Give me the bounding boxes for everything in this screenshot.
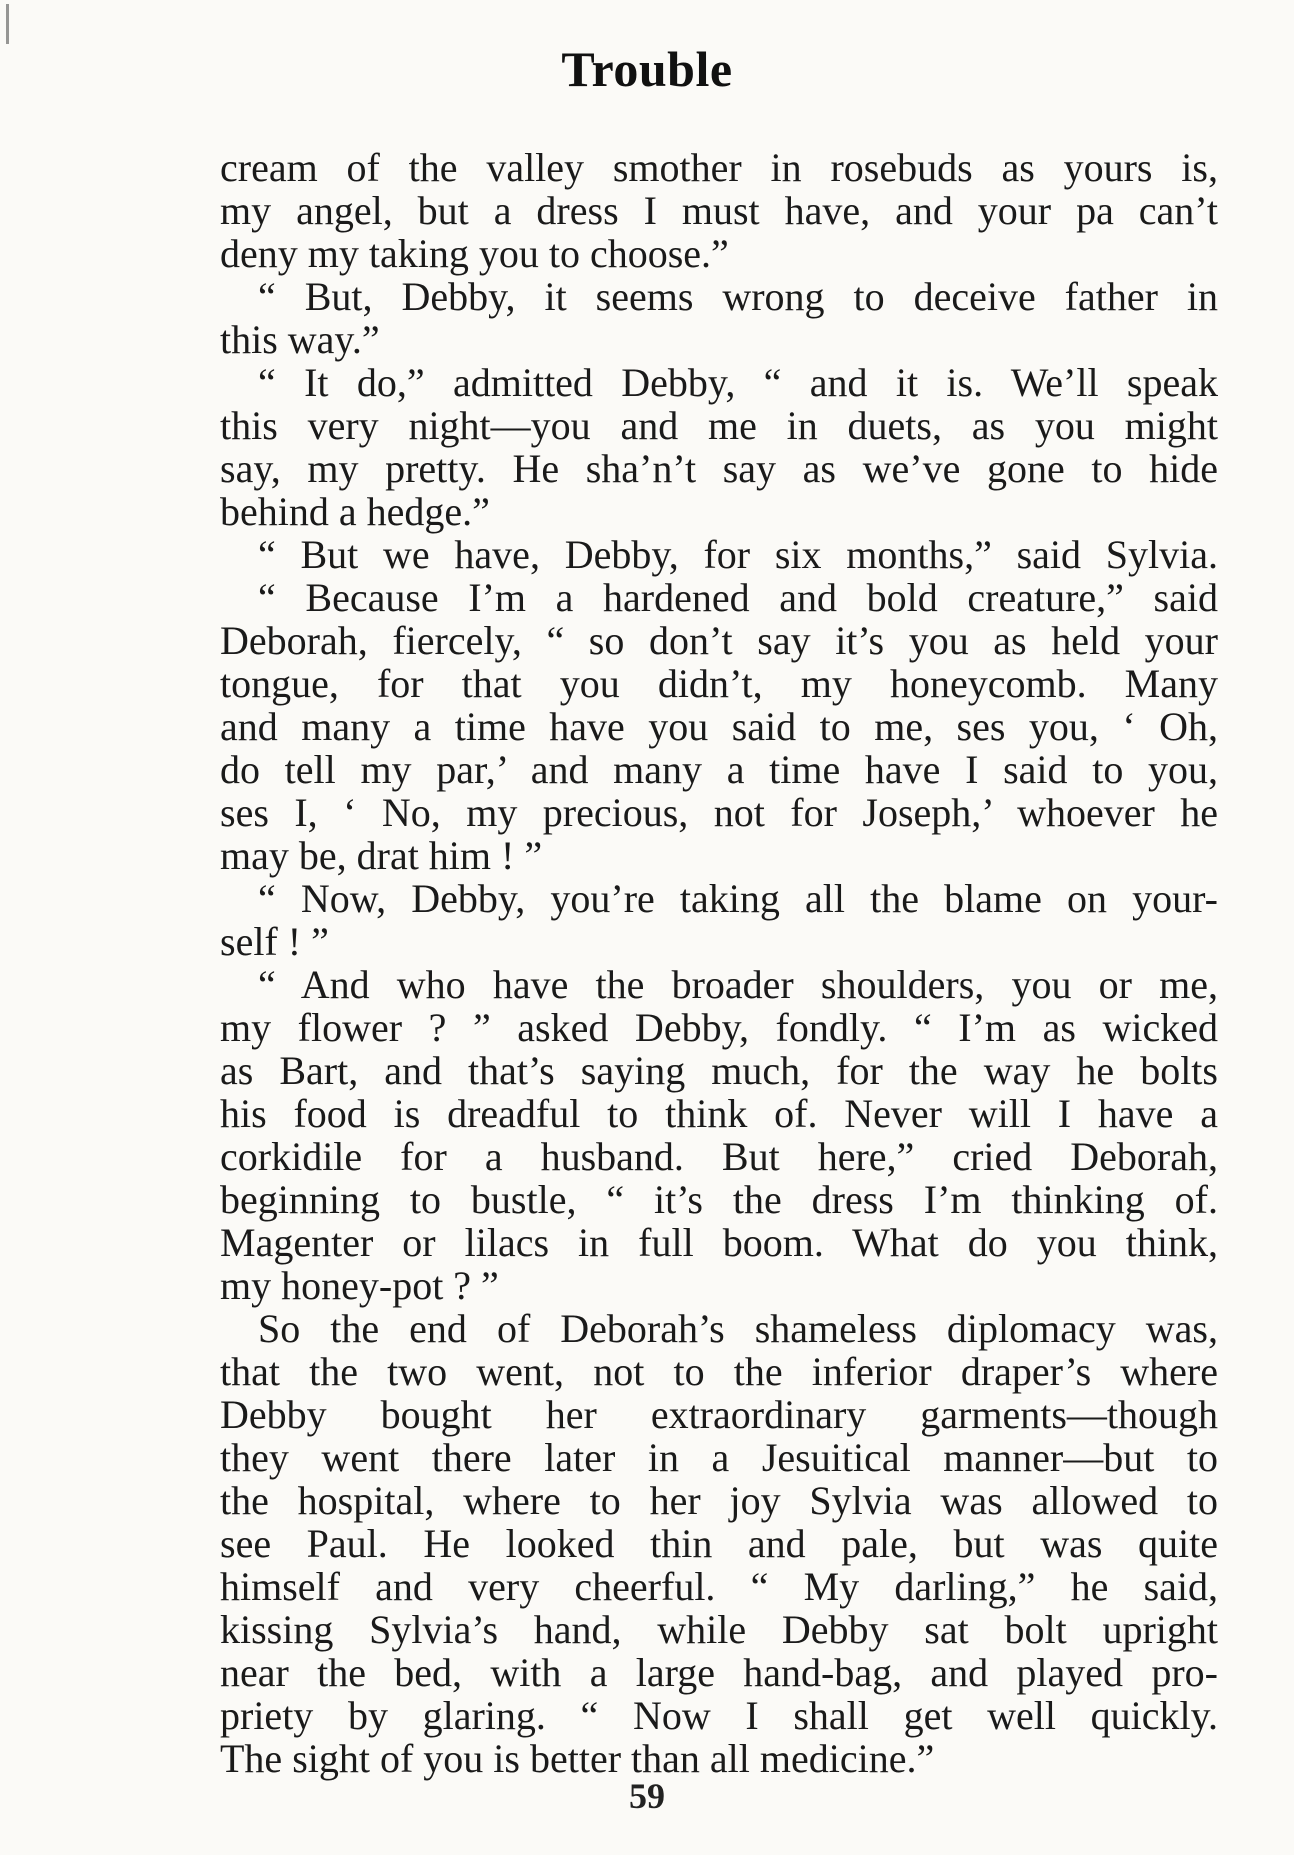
text-line: the hospital, where to her joy Sylvia was allowed to [220, 1478, 1218, 1523]
text-line: they went there later in a Jesuitical manner—but to [220, 1435, 1218, 1480]
text-line: “ But, Debby, it seems wrong to deceive father in [258, 274, 1218, 319]
text-line: priety by glaring. “ Now I shall get well quickly. [220, 1693, 1218, 1738]
body-text [220, 146, 1218, 1780]
text-line: my honey-pot ? ” [220, 1263, 499, 1308]
text-line: himself and very cheerful. “ My darling,” he said, [220, 1564, 1218, 1609]
running-title: Trouble [561, 41, 733, 97]
text-line: my angel, but a dress I must have, and your pa can’t [220, 188, 1218, 233]
text-line: corkidile for a husband. But here,” cried Deborah, [220, 1134, 1218, 1179]
text-line: his food is dreadful to think of. Never will I have a [220, 1091, 1218, 1136]
text-line: my flower ? ” asked Debby, fondly. “ I’m as wicked [220, 1005, 1218, 1050]
text-line: this very night—you and me in duets, as you might [220, 403, 1218, 448]
text-line: beginning to bustle, “ it’s the dress I’m thinking of. [220, 1177, 1218, 1222]
page-number: 59 [629, 1776, 665, 1816]
text-line: Deborah, fiercely, “ so don’t say it’s you as held your [220, 618, 1218, 663]
text-line: deny my taking you to choose.” [220, 231, 729, 276]
text-line: that the two went, not to the inferior draper’s where [220, 1349, 1218, 1394]
text-line: “ Now, Debby, you’re taking all the blame on your- [258, 876, 1218, 921]
text-line: as Bart, and that’s saying much, for the way he bolts [220, 1048, 1218, 1093]
text-line: do tell my par,’ and many a time have I said to you, [220, 747, 1218, 792]
text-line: this way.” [220, 317, 380, 362]
text-line: “ And who have the broader shoulders, you or me, [258, 962, 1218, 1007]
text-line: Magenter or lilacs in full boom. What do you think, [220, 1220, 1218, 1265]
text-line: “ It do,” admitted Debby, “ and it is. We’ll speak [258, 360, 1218, 405]
text-line: cream of the valley smother in rosebuds as yours is, [220, 145, 1218, 190]
text-line: kissing Sylvia’s hand, while Debby sat bolt upright [220, 1607, 1218, 1652]
text-line: “ Because I’m a hardened and bold creature,” said [258, 575, 1218, 620]
text-line: self ! ” [220, 919, 329, 964]
text-line: The sight of you is better than all medicine.” [220, 1736, 935, 1781]
text-line: Debby bought her extraordinary garments—though [220, 1392, 1218, 1437]
text-line: tongue, for that you didn’t, my honeycomb. Many [220, 661, 1218, 706]
text-line: may be, drat him ! ” [220, 833, 543, 878]
text-line: So the end of Deborah’s shameless diplomacy was, [258, 1306, 1218, 1351]
page-edge-mark [6, 4, 19, 44]
text-line: behind a hedge.” [220, 489, 490, 534]
text-line: ses I, ‘ No, my precious, not for Joseph,’ whoever he [220, 790, 1218, 835]
text-line: say, my pretty. He sha’n’t say as we’ve gone to hide [220, 446, 1218, 491]
text-line: “ But we have, Debby, for six months,” said Sylvia. [258, 532, 1218, 577]
text-line: and many a time have you said to me, ses you, ‘ Oh, [220, 704, 1218, 749]
text-line: near the bed, with a large hand-bag, and played pro- [220, 1650, 1218, 1695]
text-line: see Paul. He looked thin and pale, but was quite [220, 1521, 1218, 1566]
